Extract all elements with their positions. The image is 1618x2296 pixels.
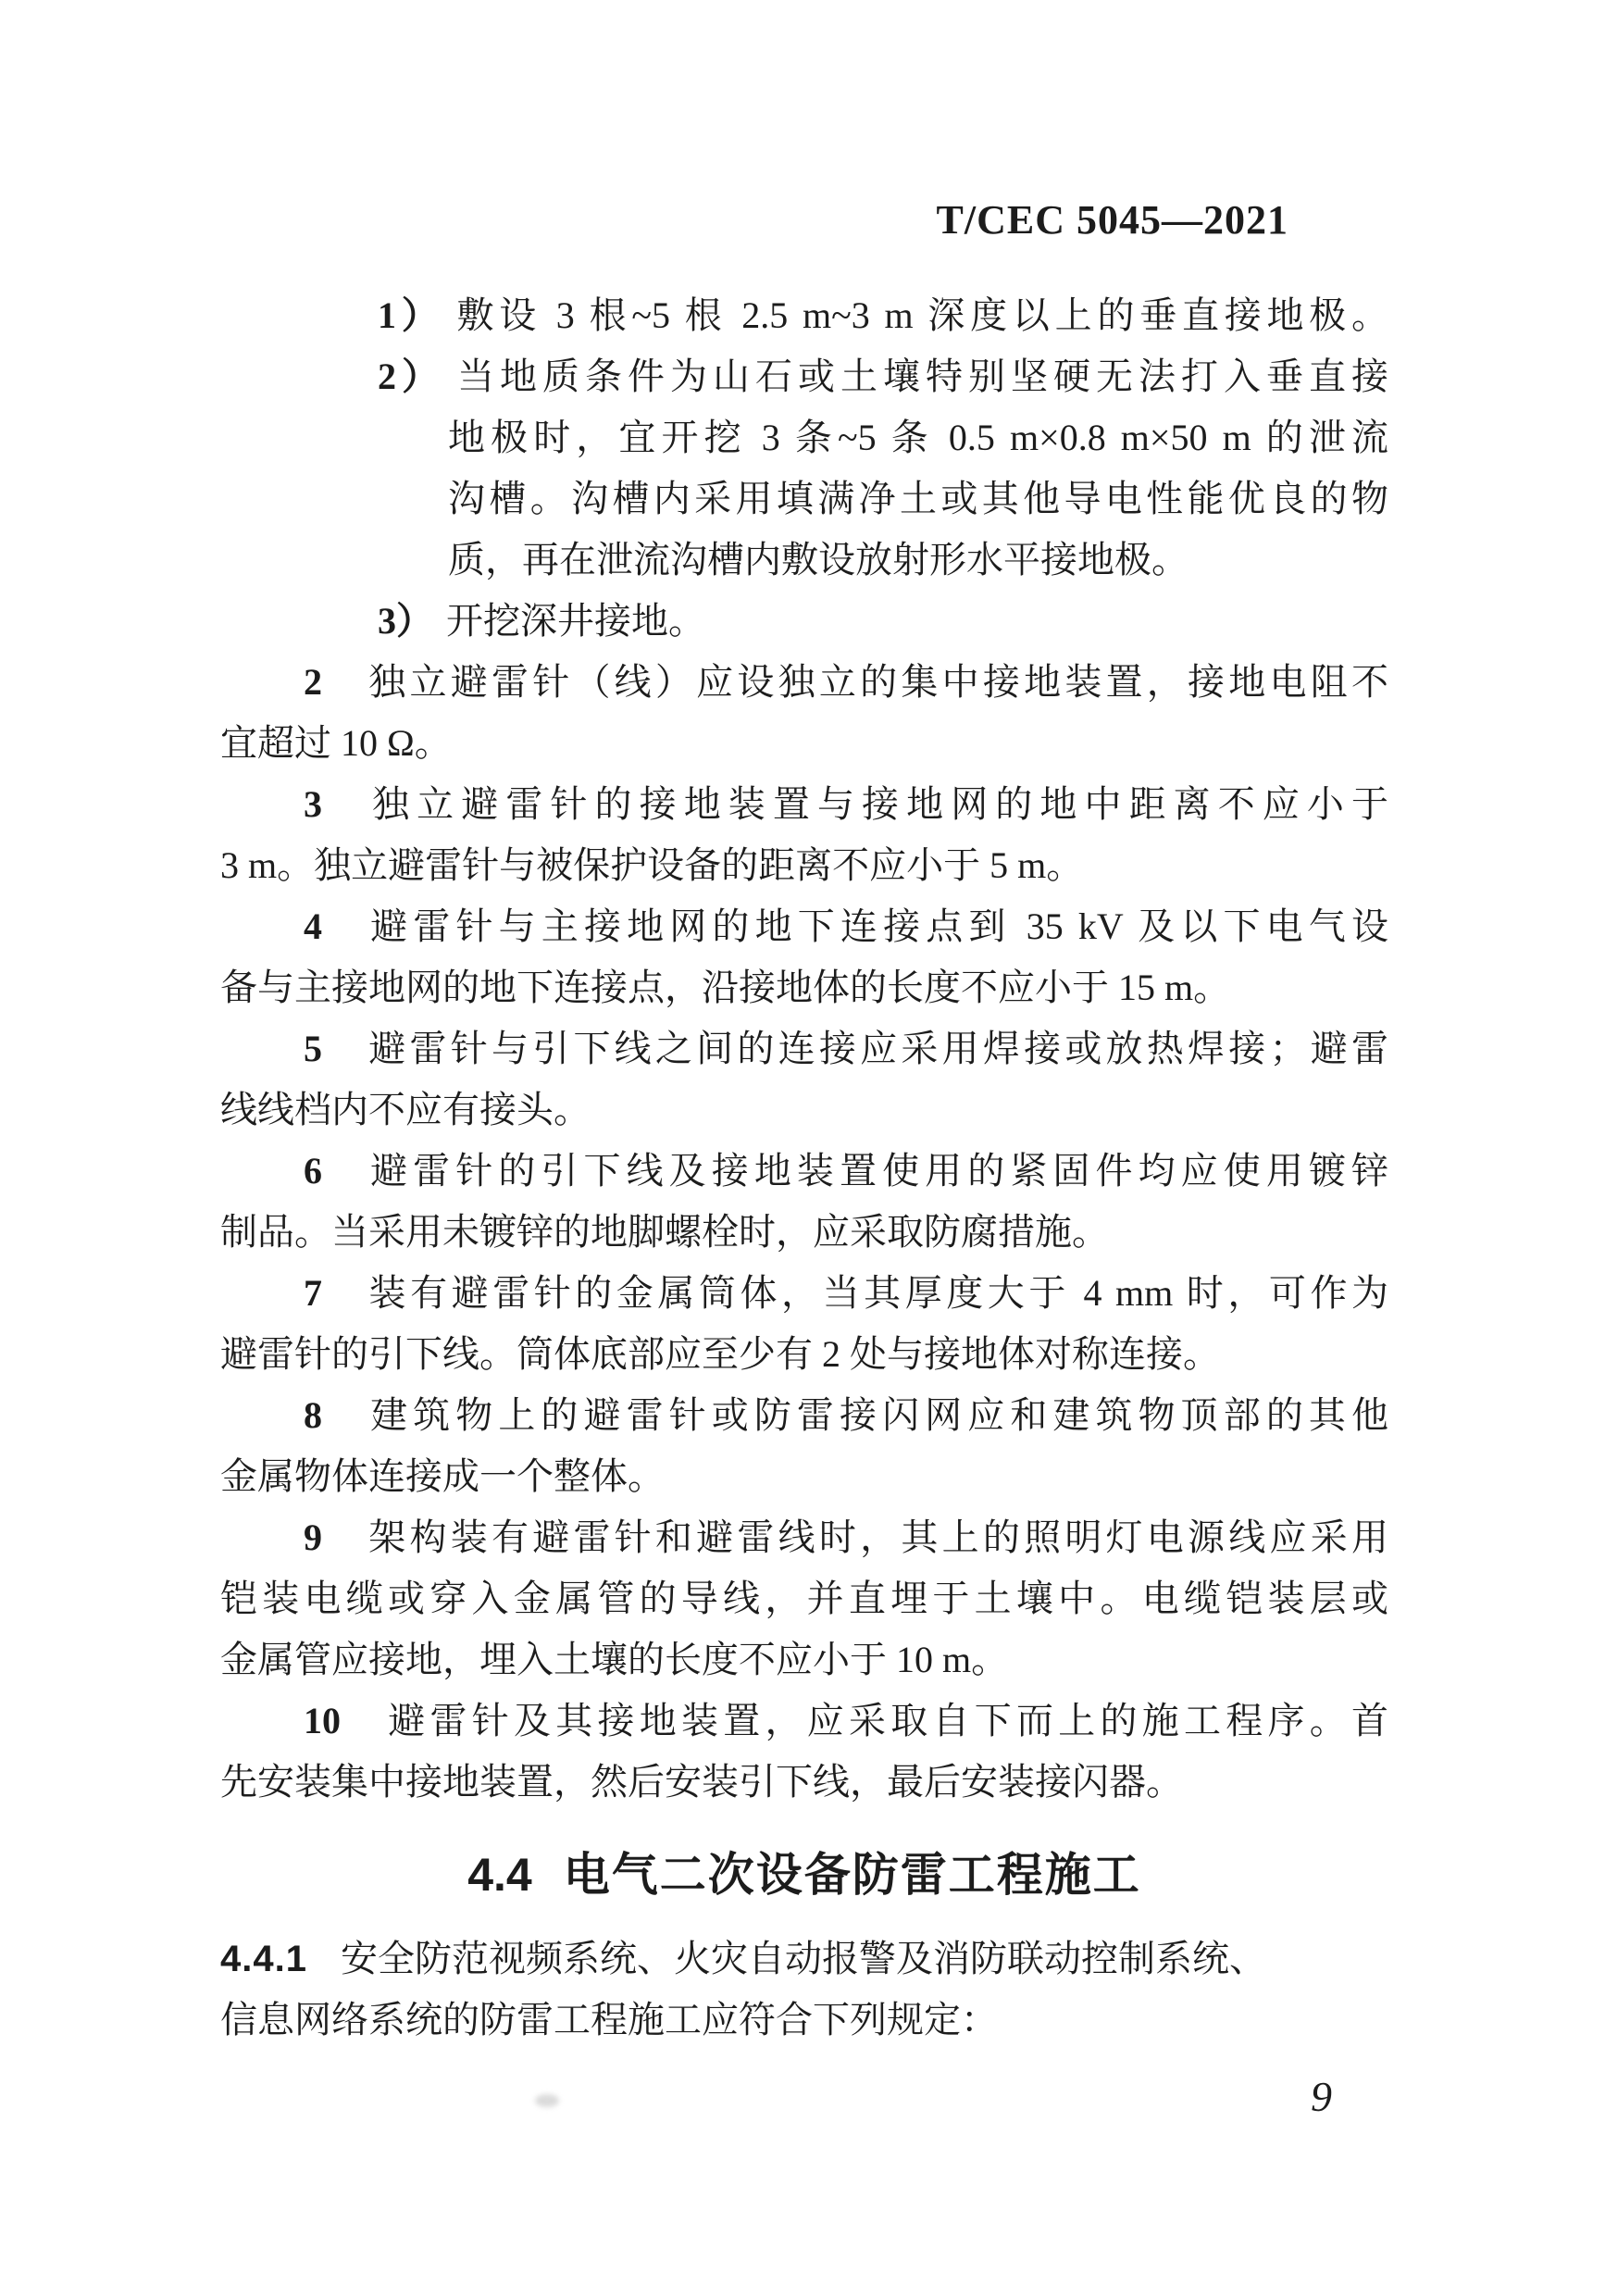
clause-number: 4.4.1	[220, 1939, 307, 1979]
clause-text: 信息网络系统的防雷工程施工应符合下列规定：	[220, 1999, 998, 2040]
clause-first-line	[220, 1929, 1388, 1990]
page-number: 9	[1311, 2073, 1332, 2120]
clause-item-number: 10	[304, 1700, 341, 1741]
line-text: 地极时，宜开挖 3 条~5 条 0.5 m×0.8 m×50 m 的泄流	[448, 417, 1388, 458]
line-text: 沟槽。沟槽内采用填满净土或其他导电性能优良的物	[448, 478, 1388, 519]
line-text: 质，再在泄流沟槽内敷设放射形水平接地极。	[448, 539, 1189, 580]
line-text: 独立避雷针的接地装置与接地网的地中距离不应小于	[365, 783, 1388, 825]
sub-item-number: 1）	[378, 294, 444, 336]
clause-item-line	[220, 774, 1388, 835]
page-body	[220, 285, 1388, 2052]
line-text: 避雷针及其接地装置，应采取自下而上的施工程序。首	[383, 1700, 1388, 1741]
clause-second-line	[220, 1990, 1388, 2052]
clause-continuation-line	[220, 957, 1388, 1018]
standard-code-header: T/CEC 5045—2021	[936, 197, 1288, 243]
clause-item-line	[220, 1263, 1388, 1324]
line-text: 避雷针的引下线及接地装置使用的紧固件均应使用镀锌	[365, 1150, 1388, 1192]
sub-item-line	[220, 285, 1388, 346]
clause-continuation-line	[220, 835, 1388, 896]
section-heading-title: 电气二次设备防雷工程施工	[563, 1849, 1141, 1901]
line-text: 避雷针与引下线之间的连接应采用焊接或放热焊接；避雷	[365, 1028, 1388, 1069]
line-text: 敷设 3 根~5 根 2.5 m~3 m 深度以上的垂直接地极。	[456, 294, 1389, 336]
sub-item-line	[220, 591, 1388, 652]
clause-continuation-line	[220, 1568, 1388, 1629]
clause-item-line	[220, 1018, 1388, 1079]
clause-item-line	[220, 1141, 1388, 1202]
clause-item-line	[220, 1691, 1388, 1752]
sub-item-continuation-line	[220, 530, 1388, 591]
line-text: 架构装有避雷针和避雷线时，其上的照明灯电源线应采用	[365, 1516, 1388, 1558]
line-text: 制品。当采用未镀锌的地脚螺栓时，应采取防腐措施。	[220, 1211, 1109, 1253]
sub-item-number: 3）	[378, 600, 433, 642]
line-text: 宜超过 10 Ω。	[220, 722, 452, 764]
clause-item-number: 4	[304, 905, 322, 947]
clause-item-line	[220, 1507, 1388, 1568]
clause-item-line	[220, 652, 1388, 713]
clause-item-number: 6	[304, 1150, 322, 1192]
clause-item-line	[220, 1385, 1388, 1446]
line-text: 避雷针的引下线。筒体底部应至少有 2 处与接地体对称连接。	[220, 1333, 1220, 1375]
line-text: 线线档内不应有接头。	[220, 1089, 591, 1130]
sub-item-continuation-line	[220, 468, 1388, 530]
line-text: 金属物体连接成一个整体。	[220, 1455, 665, 1497]
clause-item-number: 9	[304, 1516, 322, 1558]
clause-item-number: 8	[304, 1394, 322, 1436]
sub-item-continuation-line	[220, 407, 1388, 468]
line-text: 当地质条件为山石或土壤特别坚硬无法打入垂直接	[457, 356, 1388, 397]
sub-item-number: 2）	[378, 356, 444, 397]
clause-item-number: 2	[304, 661, 322, 703]
clause-continuation-line	[220, 1324, 1388, 1385]
clause-item-number: 3	[304, 783, 322, 825]
clause-4-4-1	[220, 1929, 1388, 2052]
line-text: 铠装电缆或穿入金属管的导线，并直埋于土壤中。电缆铠装层或	[220, 1578, 1388, 1619]
line-text: 开挖深井接地。	[446, 600, 705, 642]
clause-text: 安全防范视频系统、火灾自动报警及消防联动控制系统、	[340, 1938, 1266, 1979]
clause-continuation-line	[220, 1629, 1388, 1691]
clause-continuation-line	[220, 713, 1388, 774]
line-text: 独立避雷针（线）应设独立的集中接地装置，接地电阻不	[365, 661, 1388, 703]
line-text: 3 m。独立避雷针与被保护设备的距离不应小于 5 m。	[220, 844, 1084, 886]
line-text: 建筑物上的避雷针或防雷接闪网应和建筑物顶部的其他	[365, 1394, 1388, 1436]
clause-continuation-line	[220, 1079, 1388, 1141]
section-heading-number: 4.4	[467, 1849, 532, 1901]
line-text: 装有避雷针的金属筒体，当其厚度大于 4 mm 时，可作为	[365, 1272, 1388, 1314]
scan-artifact	[535, 2094, 559, 2107]
clause-item-line	[220, 896, 1388, 957]
clause-item-number: 5	[304, 1028, 322, 1069]
clause-item-number: 7	[304, 1272, 322, 1314]
clause-continuation-line	[220, 1752, 1388, 1813]
line-text: 先安装集中接地装置，然后安装引下线，最后安装接闪器。	[220, 1761, 1183, 1803]
line-text: 金属管应接地，埋入土壤的长度不应小于 10 m。	[220, 1639, 1009, 1680]
sub-item-line	[220, 346, 1388, 407]
section-heading	[220, 1842, 1388, 1907]
clause-continuation-line	[220, 1446, 1388, 1507]
clause-continuation-line	[220, 1202, 1388, 1263]
line-text: 避雷针与主接地网的地下连接点到 35 kV 及以下电气设	[365, 905, 1388, 947]
line-text: 备与主接地网的地下连接点，沿接地体的长度不应小于 15 m。	[220, 967, 1231, 1008]
